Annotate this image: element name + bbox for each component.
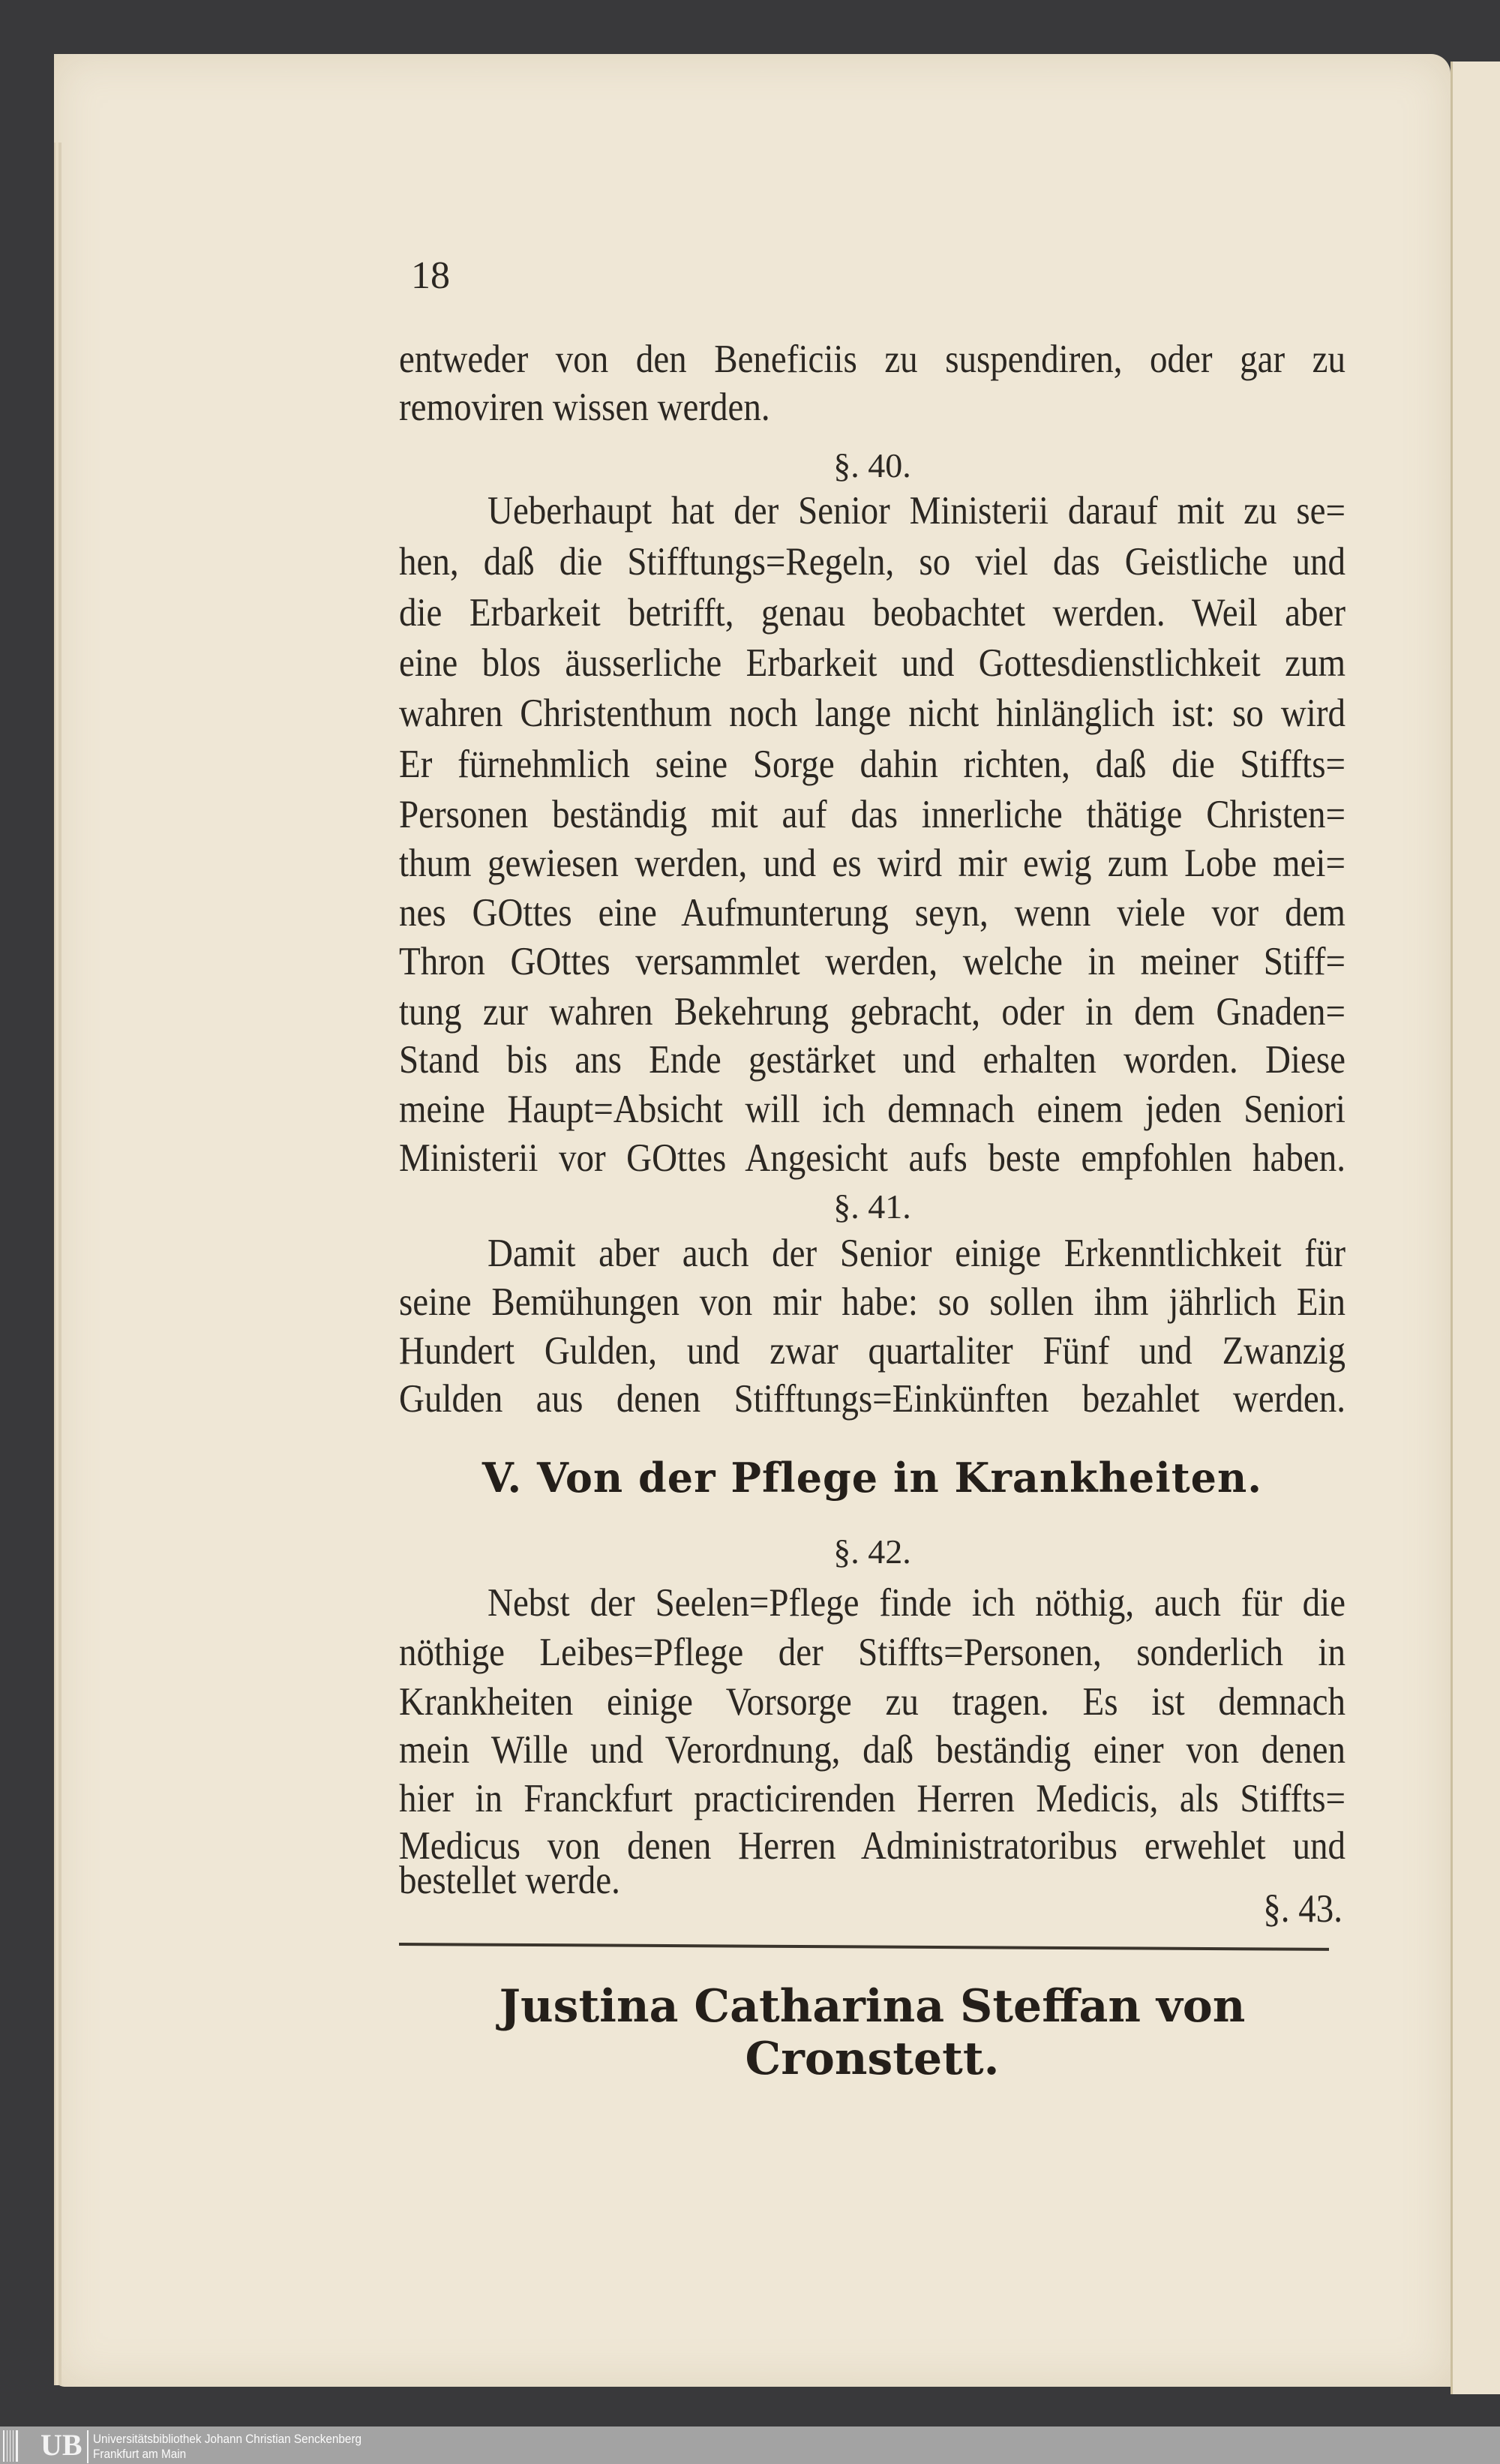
text-line: Nebst der Seelen=Pflege finde ich nöthig, auch für die — [488, 1581, 1346, 1625]
text-line: hen, daß die Stifftungs=Regeln, so viel das Geistliche und — [399, 540, 1346, 584]
library-name: Universitätsbibliothek Johann Christian Senckenberg — [93, 2432, 362, 2446]
section-label: §. 40. — [833, 446, 911, 485]
text-line: eine blos äusserliche Erbarkeit und Gottesdienstlichkeit zum — [399, 641, 1346, 686]
chapter-heading: V. Von der Pflege in Krankheiten. — [482, 1454, 1263, 1502]
text-line: nes GOttes eine Aufmunterung seyn, wenn viele vor dem — [399, 891, 1346, 935]
logo-text: UB — [40, 2428, 82, 2462]
text-line: thum gewiesen werden, und es wird mir ewig zum Lobe mei= — [399, 842, 1346, 886]
text-line: Personen beständig mit auf das innerliche thätige Christen= — [399, 793, 1346, 837]
text-line: Er fürnehmlich seine Sorge dahin richten, daß die Stiffts= — [399, 743, 1346, 787]
text-line: entweder von den Beneficiis zu suspendiren, oder gar zu — [399, 338, 1346, 382]
text-line: Ueberhaupt hat der Senior Ministerii darauf mit zu se= — [488, 489, 1346, 533]
text-line: meine Haupt=Absicht will ich demnach einem jeden Seniori — [399, 1088, 1346, 1132]
text-line: seine Bemühungen von mir habe: so sollen ihm jährlich Ein — [399, 1280, 1346, 1325]
text-line: Medicus von denen Herren Administratoribus erwehlet und — [399, 1824, 1346, 1868]
text-line: nöthige Leibes=Pflege der Stiffts=Personen, sonderlich in — [399, 1631, 1346, 1675]
section-label: §. 42. — [833, 1532, 911, 1571]
page-number: 18 — [411, 254, 450, 297]
text-line: Stand bis ans Ende gestärket und erhalten worden. Diese — [399, 1038, 1346, 1082]
text-line: Damit aber auch der Senior einige Erkenntlichkeit für — [488, 1232, 1346, 1276]
text-line: Krankheiten einige Vorsorge zu tragen. Es ist demnach — [399, 1680, 1346, 1724]
text-line: mein Wille und Verordnung, daß beständig einer von denen — [399, 1728, 1346, 1772]
signature: Justina Catharina Steffan von Cronstett. — [499, 1980, 1246, 2085]
page-edges — [54, 143, 70, 2385]
catchword: §. 43. — [1263, 1887, 1342, 1931]
library-logo — [3, 2429, 86, 2462]
columns-icon — [3, 2430, 18, 2462]
text-line: bestellet werde. — [399, 1859, 620, 1903]
text-line: die Erbarkeit betrifft, genau beobachtet werden. Weil aber — [399, 591, 1346, 635]
text-line: wahren Christenthum noch lange nicht hinlänglich ist: so wird — [399, 692, 1346, 736]
text-line: Hundert Gulden, und zwar quartaliter Fünf und Zwanzig — [399, 1329, 1346, 1373]
text-line: Thron GOttes versammlet werden, welche in meiner Stiff= — [399, 940, 1346, 984]
text-line: hier in Franckfurt practicirenden Herren Medicis, als Stiffts= — [399, 1777, 1346, 1821]
text-line: removiren wissen werden. — [399, 386, 770, 430]
text-line: Ministerii vor GOttes Angesicht aufs beste empfohlen haben. — [399, 1136, 1346, 1181]
section-label: §. 41. — [833, 1187, 911, 1226]
library-location: Frankfurt am Main — [93, 2447, 187, 2461]
text-line: Gulden aus denen Stifftungs=Einkünften bezahlet werden. — [399, 1377, 1346, 1421]
library-credit — [93, 2432, 362, 2462]
text-line: tung zur wahren Bekehrung gebracht, oder in dem Gnaden= — [399, 990, 1346, 1034]
adjacent-page — [1450, 62, 1500, 2394]
logo-divider — [87, 2430, 88, 2463]
